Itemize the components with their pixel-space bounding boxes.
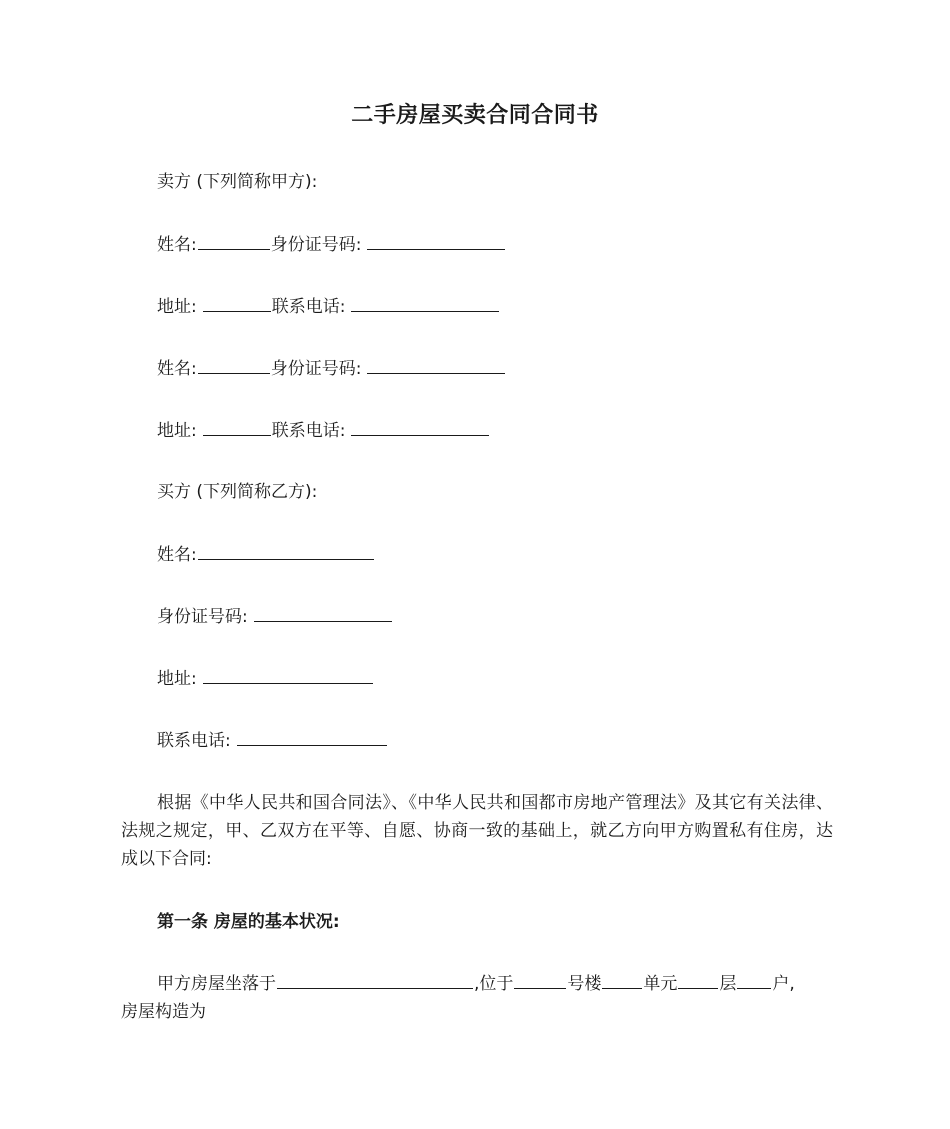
article1-heading: 第一条 房屋的基本状况: <box>157 912 340 932</box>
buyer-name-row <box>157 542 375 567</box>
seller2-addr-blank[interactable] <box>203 418 271 436</box>
buyer-addr-label: 地址: <box>157 669 197 689</box>
seller1-phone-label: 联系电话: <box>271 297 346 317</box>
buyer-id-label: 身份证号码: <box>157 607 248 627</box>
seller2-name-label: 姓名: <box>157 359 197 379</box>
document-title: 二手房屋买卖合同合同书 <box>351 103 599 128</box>
article1-text-b: ,位于 <box>474 974 514 994</box>
seller1-phone-blank[interactable] <box>351 294 499 312</box>
seller1-addr-label: 地址: <box>157 297 197 317</box>
floor-blank[interactable] <box>678 971 718 989</box>
article1-text-c: 号楼 <box>567 974 602 994</box>
article1-text-f: 户, <box>772 974 795 994</box>
building-blank[interactable] <box>514 971 566 989</box>
buyer-name-blank[interactable] <box>198 542 374 560</box>
buyer-phone-label: 联系电话: <box>157 731 231 751</box>
buyer-addr-row <box>157 666 374 691</box>
buyer-phone-row <box>157 728 388 753</box>
seller1-addr-row <box>157 294 500 319</box>
buyer-phone-blank[interactable] <box>237 728 387 746</box>
seller2-phone-blank[interactable] <box>351 418 489 436</box>
article1-text-e: 层 <box>719 974 737 994</box>
seller1-addr-blank[interactable] <box>203 294 271 312</box>
unit-blank[interactable] <box>602 971 642 989</box>
seller1-name-row <box>157 232 506 257</box>
article1-text-a: 甲方房屋坐落于 <box>157 974 276 994</box>
seller1-id-label: 身份证号码: <box>270 235 362 255</box>
seller-heading: 卖方 (下列简称甲方): <box>157 172 318 192</box>
seller1-id-blank[interactable] <box>367 232 505 250</box>
preamble-paragraph: 根据《中华人民共和国合同法》、《中华人民共和国都市房地产管理法》及其它有关法律、法规之规定，甲、乙双方在平等、自愿、协商一致的基础上，就乙方向甲方购置私有住房，达成以下合同: <box>121 793 833 869</box>
seller1-name-blank[interactable] <box>198 232 270 250</box>
article1-text-g: 房屋构造为 <box>121 1002 206 1022</box>
seller2-name-row <box>157 356 506 381</box>
buyer-heading: 买方 (下列简称乙方): <box>157 482 318 502</box>
article1-text-d: 单元 <box>643 974 678 994</box>
location-blank[interactable] <box>277 971 473 989</box>
seller2-id-blank[interactable] <box>367 356 505 374</box>
buyer-name-label: 姓名: <box>157 545 197 565</box>
buyer-id-blank[interactable] <box>254 604 392 622</box>
seller2-id-label: 身份证号码: <box>270 359 362 379</box>
seller1-name-label: 姓名: <box>157 235 197 255</box>
household-blank[interactable] <box>737 971 771 989</box>
buyer-id-row <box>157 604 393 629</box>
seller2-addr-row <box>157 418 490 443</box>
article1-paragraph <box>121 970 833 1026</box>
seller2-name-blank[interactable] <box>198 356 270 374</box>
buyer-addr-blank[interactable] <box>203 666 373 684</box>
seller2-addr-label: 地址: <box>157 421 197 441</box>
seller2-phone-label: 联系电话: <box>271 421 346 441</box>
